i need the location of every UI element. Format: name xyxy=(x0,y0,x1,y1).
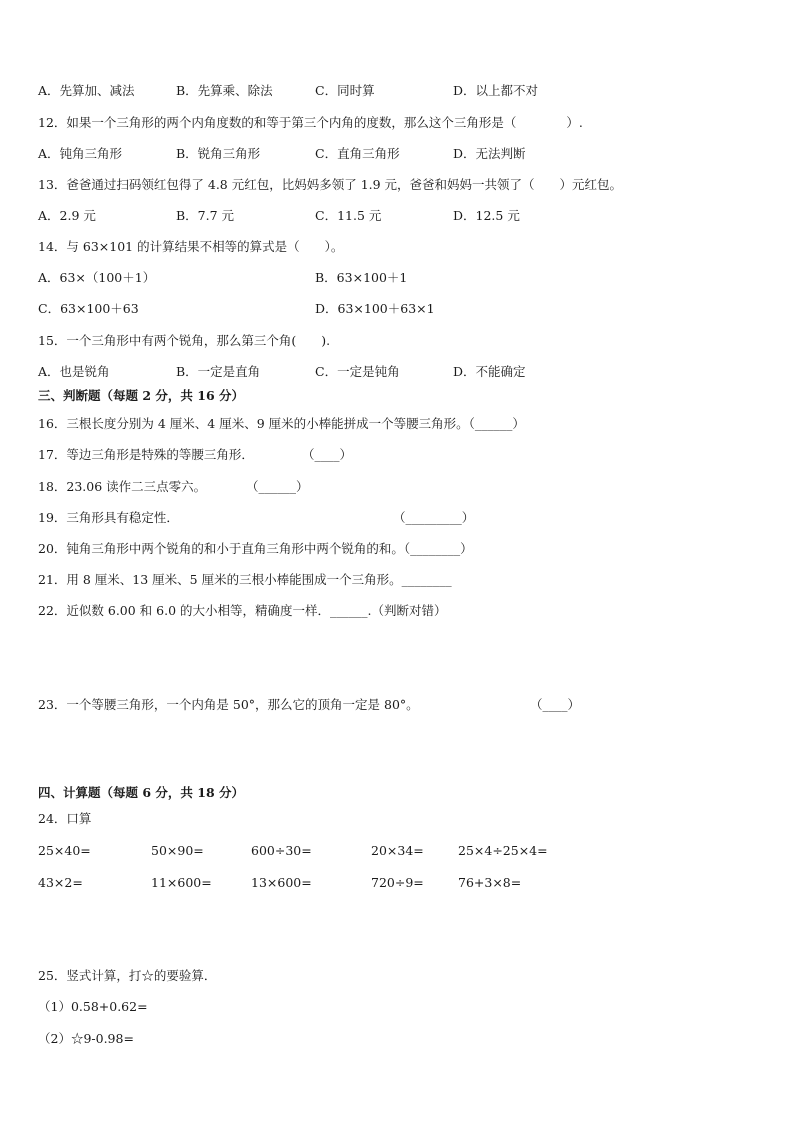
q18-text: 18．23.06 读作二三点零六。 xyxy=(38,479,207,494)
q15-option-a: A．也是锐角 xyxy=(38,364,110,379)
q25-part-2: （2）☆9-0.98= xyxy=(38,1031,134,1046)
q13-stem: 13．爸爸通过扫码领红包得了 4.8 元红包，比妈妈多领了 1.9 元，爸爸和妈妈一共领了（ ）元红包。 xyxy=(38,177,623,192)
q14-option-c: C．63×100＋63 xyxy=(38,301,139,316)
section-3-title: 三、判断题（每题 2 分，共 16 分） xyxy=(38,388,245,403)
q17-blank: （____） xyxy=(302,447,353,462)
q25-stem: 25．竖式计算，打☆的要验算． xyxy=(38,968,217,983)
q22-text: 22．近似数 6.00 和 6.0 的大小相等，精确度一样．______.（判断对错） xyxy=(38,603,447,618)
q25-part-1: （1）0.58+0.62= xyxy=(38,999,148,1014)
q12-option-b: B．锐角三角形 xyxy=(176,146,261,161)
q13-option-a: A．2.9 元 xyxy=(38,208,96,223)
q12-option-c: C．直角三角形 xyxy=(315,146,400,161)
q21-text: 21．用 8 厘米、13 厘米、5 厘米的三根小棒能围成一个三角形。________ xyxy=(38,572,452,587)
q23-text: 23．一个等腰三角形，一个内角是 50°，那么它的顶角一定是 80°。 xyxy=(38,697,419,712)
q24-item: 600÷30= xyxy=(251,843,312,858)
q15-stem: 15．一个三角形中有两个锐角，那么第三个角( ). xyxy=(38,333,331,348)
q24-item: 25×40= xyxy=(38,843,91,858)
q24-item: 13×600= xyxy=(251,875,312,890)
q14-option-a: A．63×（100＋1） xyxy=(38,270,156,285)
q15-option-d: D．不能确定 xyxy=(453,364,526,379)
q11-option-b: B．先算乘、除法 xyxy=(176,83,273,98)
q24-item: 25×4÷25×4= xyxy=(458,843,548,858)
q13-option-b: B．7.7 元 xyxy=(176,208,235,223)
q12-option-a: A．钝角三角形 xyxy=(38,146,123,161)
q12-stem: 12．如果一个三角形的两个内角度数的和等于第三个内角的度数，那么这个三角形是（ ）. xyxy=(38,115,583,130)
q15-option-c: C．一定是钝角 xyxy=(315,364,400,379)
q14-option-b: B．63×100＋1 xyxy=(315,270,408,285)
q18-blank: （______） xyxy=(246,479,309,494)
q14-option-d: D．63×100＋63×1 xyxy=(315,301,435,316)
q24-item: 720÷9= xyxy=(371,875,424,890)
section-4-title: 四、计算题（每题 6 分，共 18 分） xyxy=(38,785,245,800)
q13-option-d: D．12.5 元 xyxy=(453,208,520,223)
q24-stem: 24．口算 xyxy=(38,811,92,826)
q24-item: 50×90= xyxy=(151,843,204,858)
q24-item: 43×2= xyxy=(38,875,83,890)
q19-blank: （_________） xyxy=(393,510,475,525)
q13-option-c: C．11.5 元 xyxy=(315,208,382,223)
q11-option-a: A．先算加、减法 xyxy=(38,83,135,98)
q11-option-c: C．同时算 xyxy=(315,83,375,98)
q12-option-d: D．无法判断 xyxy=(453,146,526,161)
q14-stem: 14．与 63×101 的计算结果不相等的算式是（ ）。 xyxy=(38,239,344,254)
q17-text: 17．等边三角形是特殊的等腰三角形． xyxy=(38,447,254,462)
q16-text: 16．三根长度分别为 4 厘米、4 厘米、9 厘米的小棒能拼成一个等腰三角形。（______） xyxy=(38,416,525,431)
q11-option-d: D．以上都不对 xyxy=(453,83,539,98)
q24-item: 20×34= xyxy=(371,843,424,858)
q24-item: 76+3×8= xyxy=(458,875,522,890)
q15-option-b: B．一定是直角 xyxy=(176,364,261,379)
q24-item: 11×600= xyxy=(151,875,212,890)
q20-text: 20．钝角三角形中两个锐角的和小于直角三角形中两个锐角的和。（________） xyxy=(38,541,473,556)
q23-blank: （____） xyxy=(530,697,581,712)
q19-text: 19．三角形具有稳定性． xyxy=(38,510,179,525)
